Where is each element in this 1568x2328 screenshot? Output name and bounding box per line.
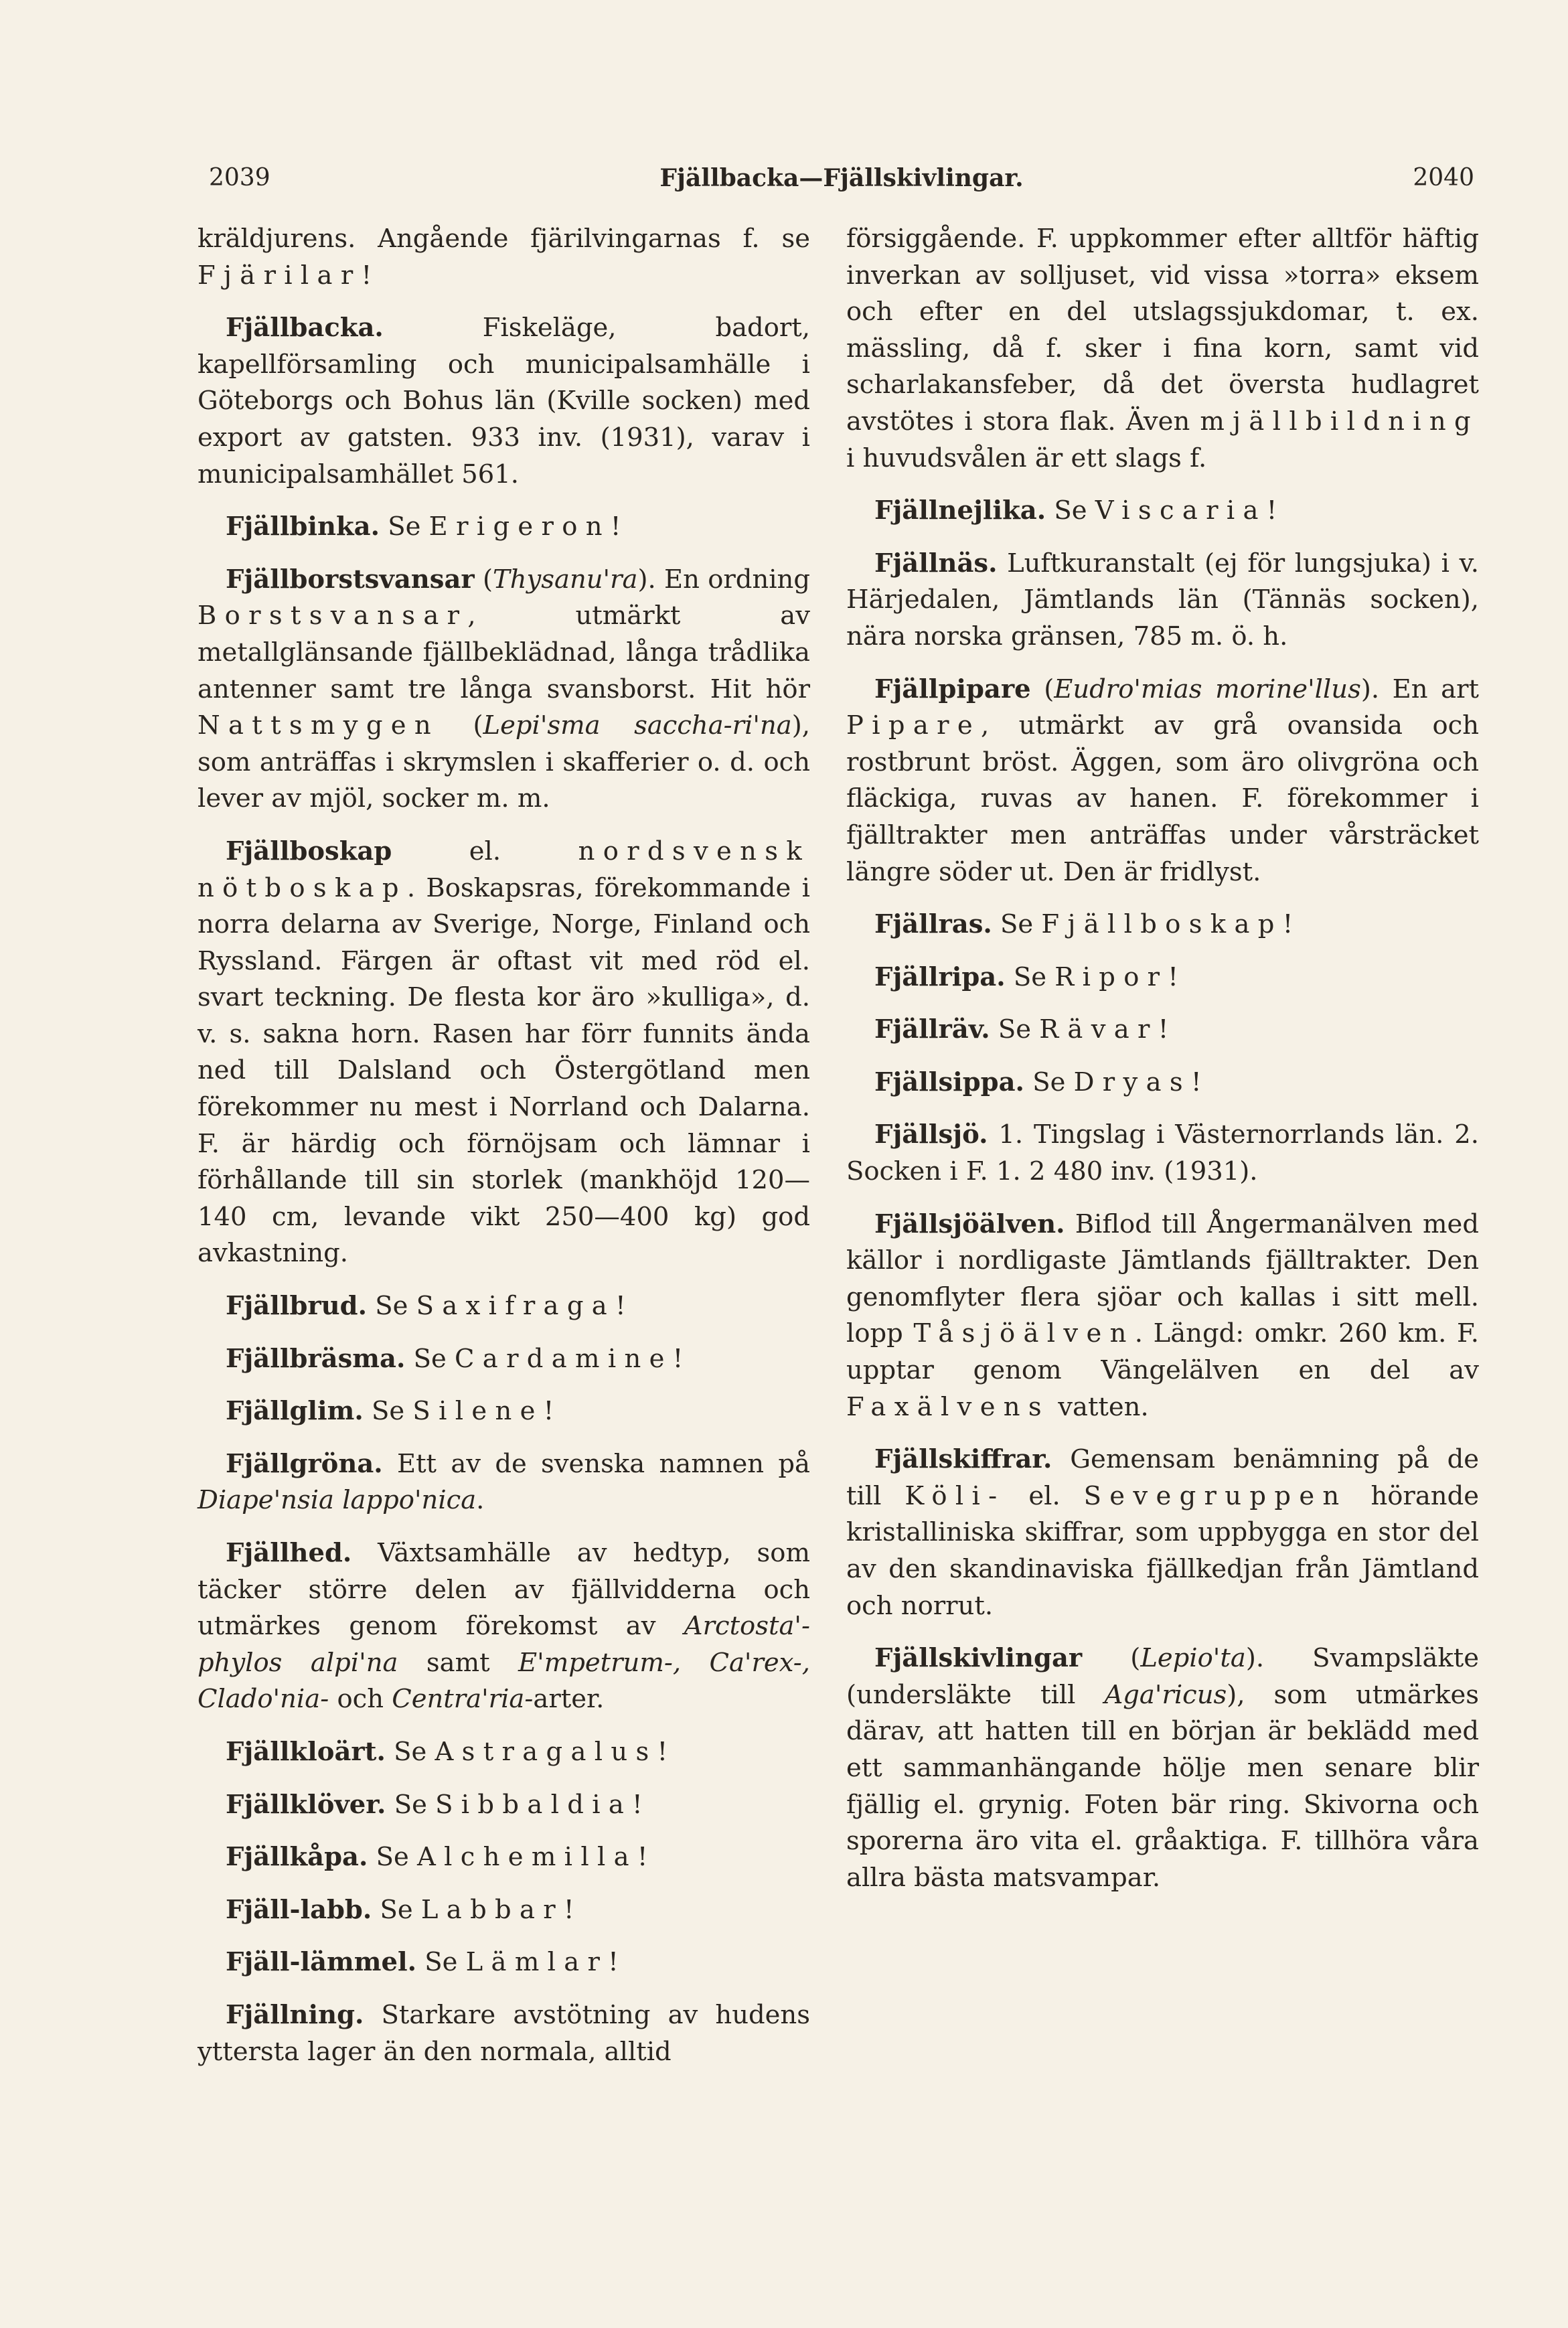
scientific-name: Thysanu'ra	[493, 564, 638, 595]
page-header	[209, 158, 1474, 198]
headword: Fjällsjö.	[874, 1119, 988, 1150]
headword: Fjällgröna.	[226, 1448, 383, 1479]
cross-reference: Rävar	[1039, 1014, 1158, 1045]
left-column	[198, 221, 810, 2086]
cross-reference: Köli-	[905, 1480, 1006, 1511]
headword: Fjällras.	[874, 909, 992, 940]
entry-fjall-labb: Fjäll-labb. Se Labbar!	[226, 1894, 574, 1925]
cross-reference: Fjärilar	[198, 260, 362, 291]
entry-fjallrav: Fjällräv. Se Rävar!	[874, 1014, 1169, 1045]
cross-reference: Viscaria	[1095, 495, 1267, 526]
cross-reference: Erigeron	[428, 512, 611, 542]
scientific-name: Lepio'ta	[1140, 1643, 1246, 1674]
cross-reference: Borstsvansar	[198, 601, 468, 631]
entry-fjallboskap: Fjällboskap el. nordsvensk nötboskap. Boskapsras, förekommande i norra delarna av Sverige, Norge, Finland och Ryssland. Färgen är oftast vit med röd el. svart teckning. De flesta kor äro »kulliga», d. v. s. sakna horn. Rasen har förr funnits ända ned till Dalsland och Östergötland men förekommer nu mest i Norrland och Dalarna. F. är härdig och förnöjsam och lämnar i förhållande till sin storlek (mankhöjd 120—140 cm, levande vikt 250—400 kg) god avkastning.	[198, 836, 810, 1269]
scientific-name: E'mpetrum-, Ca'rex-, Clado'nia-	[198, 1647, 810, 1715]
cross-reference: Tåsjöälven	[913, 1318, 1135, 1349]
running-title: Fjällbacka—Fjällskivlingar.	[659, 164, 1024, 192]
cross-reference: Nattsmygen	[198, 710, 440, 741]
headword: Fjällnejlika.	[874, 495, 1046, 526]
entry-fjallbacka: Fjällbacka. Fiskeläge, badort, kapellförsamling och municipalsamhälle i Göteborgs och Bohus län (Kville socken) med export av gatsten. 933 inv. (1931), varav i municipalsamhället 561.	[198, 313, 810, 489]
headword: Fjällkloärt.	[226, 1736, 386, 1767]
headword: Fjällskivlingar	[874, 1643, 1083, 1674]
scientific-name: Eudro'mias morine'llus	[1054, 674, 1361, 704]
scientific-name: Aga'ricus	[1104, 1679, 1227, 1710]
headword: Fjällbacka.	[226, 313, 384, 343]
entry-fjallkloart: Fjällkloärt. Se Astragalus!	[226, 1736, 668, 1767]
cross-reference: Pipare	[846, 710, 981, 741]
cross-reference: Ripor	[1054, 961, 1168, 992]
headword: Fjällskiffrar.	[874, 1444, 1052, 1475]
cross-reference: Astragalus	[435, 1736, 657, 1767]
spaced-term: nordsvensk nötboskap	[198, 836, 810, 903]
headword: Fjällboskap	[226, 836, 392, 866]
entry-fjallnas: Fjällnäs. Luftkuranstalt (ej för lungsjuka) i v. Härjedalen, Jämtlands län (Tännäs socken), nära norska gränsen, 785 m. ö. h.	[846, 548, 1479, 651]
cross-reference: Sibbaldia	[435, 1789, 633, 1820]
headword: Fjällsippa.	[874, 1067, 1024, 1097]
entry-fjallsjo: Fjällsjö. 1. Tingslag i Västernorrlands län. 2. Socken i F. 1. 2 480 inv. (1931).	[846, 1119, 1479, 1187]
entry-fjallkapa: Fjällkåpa. Se Alchemilla!	[226, 1842, 648, 1873]
continued-entry: kräldjurens. Angående fjärilvingarnas f. se Fjärilar!	[198, 224, 810, 291]
headword: Fjällglim.	[226, 1396, 364, 1427]
entry-fjallras: Fjällras. Se Fjällboskap!	[874, 909, 1293, 940]
headword: Fjällsjöälven.	[874, 1209, 1065, 1239]
headword: Fjällpipare	[874, 674, 1031, 704]
headword: Fjällbrud.	[226, 1291, 367, 1322]
entry-fjallsjoalven: Fjällsjöälven. Biflod till Ångermanälven med källor i nordligaste Jämtlands fjälltrakter. Den genomflyter flera sjöar och kallas i sitt mell. lopp Tåsjöälven. Längd: omkr. 260 km. F. upptar genom Vängelälven en del av Faxälvens vatten.	[846, 1209, 1479, 1422]
headword: Fjällkåpa.	[226, 1842, 368, 1873]
headword: Fjällbinka.	[226, 512, 380, 542]
headword: Fjällripa.	[874, 961, 1006, 992]
headword: Fjäll-labb.	[226, 1894, 372, 1925]
scientific-name: Lepi'sma saccha-ri'na	[483, 710, 792, 741]
headword: Fjällbräsma.	[226, 1343, 406, 1374]
entry-fjallskivlingar: Fjällskivlingar (Lepio'ta). Svampsläkte (undersläkte till Aga'ricus), som utmärkes därav, att hatten till en början är beklädd med ett sammanhängande hölje men senare blir fjällig el. grynig. Foten bär ring. Skivorna och sporerna äro vita el. gråaktiga. F. tillhöra våra allra bästa matsvampar.	[846, 1643, 1479, 1893]
entry-fjallpipare: Fjällpipare (Eudro'mias morine'llus). En art Pipare, utmärkt av grå ovansida och rostbrunt bröst. Äggen, som äro olivgröna och fläckiga, ruvas av hanen. F. förekommer i fjälltrakter men anträffas under vårsträcket längre söder ut. Den är fridlyst.	[846, 674, 1479, 887]
continued-entry: försiggående. F. uppkommer efter alltför häftig inverkan av solljuset, vid vissa »torra» eksem och efter en del utslagssjukdomar, t. ex. mässling, då f. sker i fina korn, samt vid scharlakansfeber, då det översta hudlagret avstötes i stora flak. Även mjällbildning i huvudsvålen är ett slags f.	[846, 224, 1479, 473]
entry-fjallnejlika: Fjällnejlika. Se Viscaria!	[874, 495, 1277, 526]
spaced-term: mjällbildning	[1200, 406, 1479, 437]
page-number-right: 2040	[1413, 164, 1474, 191]
cross-reference: Saxifraga	[416, 1291, 616, 1322]
cross-reference: Alchemilla	[417, 1842, 637, 1873]
scientific-name: Arctosta'-phylos alpi'na	[198, 1611, 810, 1678]
entry-fjallning: Fjällning. Starkare avstötning av hudens yttersta lager än den normala, alltid	[198, 1999, 810, 2067]
scientific-name: Diape'nsia lappo'nica	[198, 1485, 477, 1516]
entry-fjallglim: Fjällglim. Se Silene!	[226, 1396, 554, 1427]
right-column	[846, 221, 1479, 1912]
entry-fjallklover: Fjällklöver. Se Sibbaldia!	[226, 1789, 643, 1820]
headword: Fjällborstsvansar	[226, 564, 475, 595]
cross-reference: Sevegruppen	[1083, 1480, 1348, 1511]
headword: Fjällklöver.	[226, 1789, 386, 1820]
entry-fjall-lammel: Fjäll-lämmel. Se Lämlar!	[226, 1947, 619, 1978]
cross-reference: Cardamine	[455, 1343, 673, 1374]
cross-reference: Silene	[412, 1396, 544, 1427]
entry-fjallhed: Fjällhed. Växtsamhälle av hedtyp, som täcker större delen av fjällvidderna och utmärkes genom förekomst av Arctosta'-phylos alpi'na samt E'mpetrum-, Ca'rex-, Clado'nia- och Centra'ria-arter.	[198, 1538, 810, 1715]
entry-fjallskiffrar: Fjällskiffrar. Gemensam benämning på de till Köli- el. Sevegruppen hörande kristalliniska skiffrar, som uppbygga en stor del av den skandinaviska fjällkedjan från Jämtland och norrut.	[846, 1444, 1480, 1621]
entry-fjallbinka: Fjällbinka. Se Erigeron!	[226, 512, 621, 542]
entry-fjallborstsvansar: Fjällborstsvansar (Thysanu'ra). En ordning Borstsvansar, utmärkt av metallglänsande fjällbeklädnad, långa trådlika antenner samt tre långa svansborst. Hit hör Nattsmygen (Lepi'sma saccha-ri'na), som anträffas i skrymslen i skafferier o. d. och lever av mjöl, socker m. m.	[198, 564, 810, 814]
headword: Fjäll-lämmel.	[226, 1947, 417, 1978]
entry-fjallbrasma: Fjällbräsma. Se Cardamine!	[226, 1343, 684, 1374]
cross-reference: Dryas	[1073, 1067, 1191, 1097]
cross-reference: Lämlar	[465, 1947, 609, 1978]
headword: Fjällning.	[226, 1999, 364, 2030]
page-number-left: 2039	[209, 164, 270, 191]
headword: Fjällnäs.	[874, 548, 998, 578]
headword: Fjällräv.	[874, 1014, 990, 1045]
entry-fjallripa: Fjällripa. Se Ripor!	[874, 961, 1178, 992]
headword: Fjällhed.	[226, 1538, 352, 1568]
entry-fjallgrona: Fjällgröna. Ett av de svenska namnen på Diape'nsia lappo'nica.	[198, 1448, 810, 1516]
cross-reference: Faxälvens	[846, 1391, 1050, 1422]
entry-fjallsippa: Fjällsippa. Se Dryas!	[874, 1067, 1202, 1097]
scientific-name: Centra'ria-	[392, 1684, 534, 1715]
cross-reference: Fjällboskap	[1041, 909, 1283, 940]
cross-reference: Labbar	[420, 1894, 564, 1925]
entry-fjallbrud: Fjällbrud. Se Saxifraga!	[226, 1291, 626, 1322]
